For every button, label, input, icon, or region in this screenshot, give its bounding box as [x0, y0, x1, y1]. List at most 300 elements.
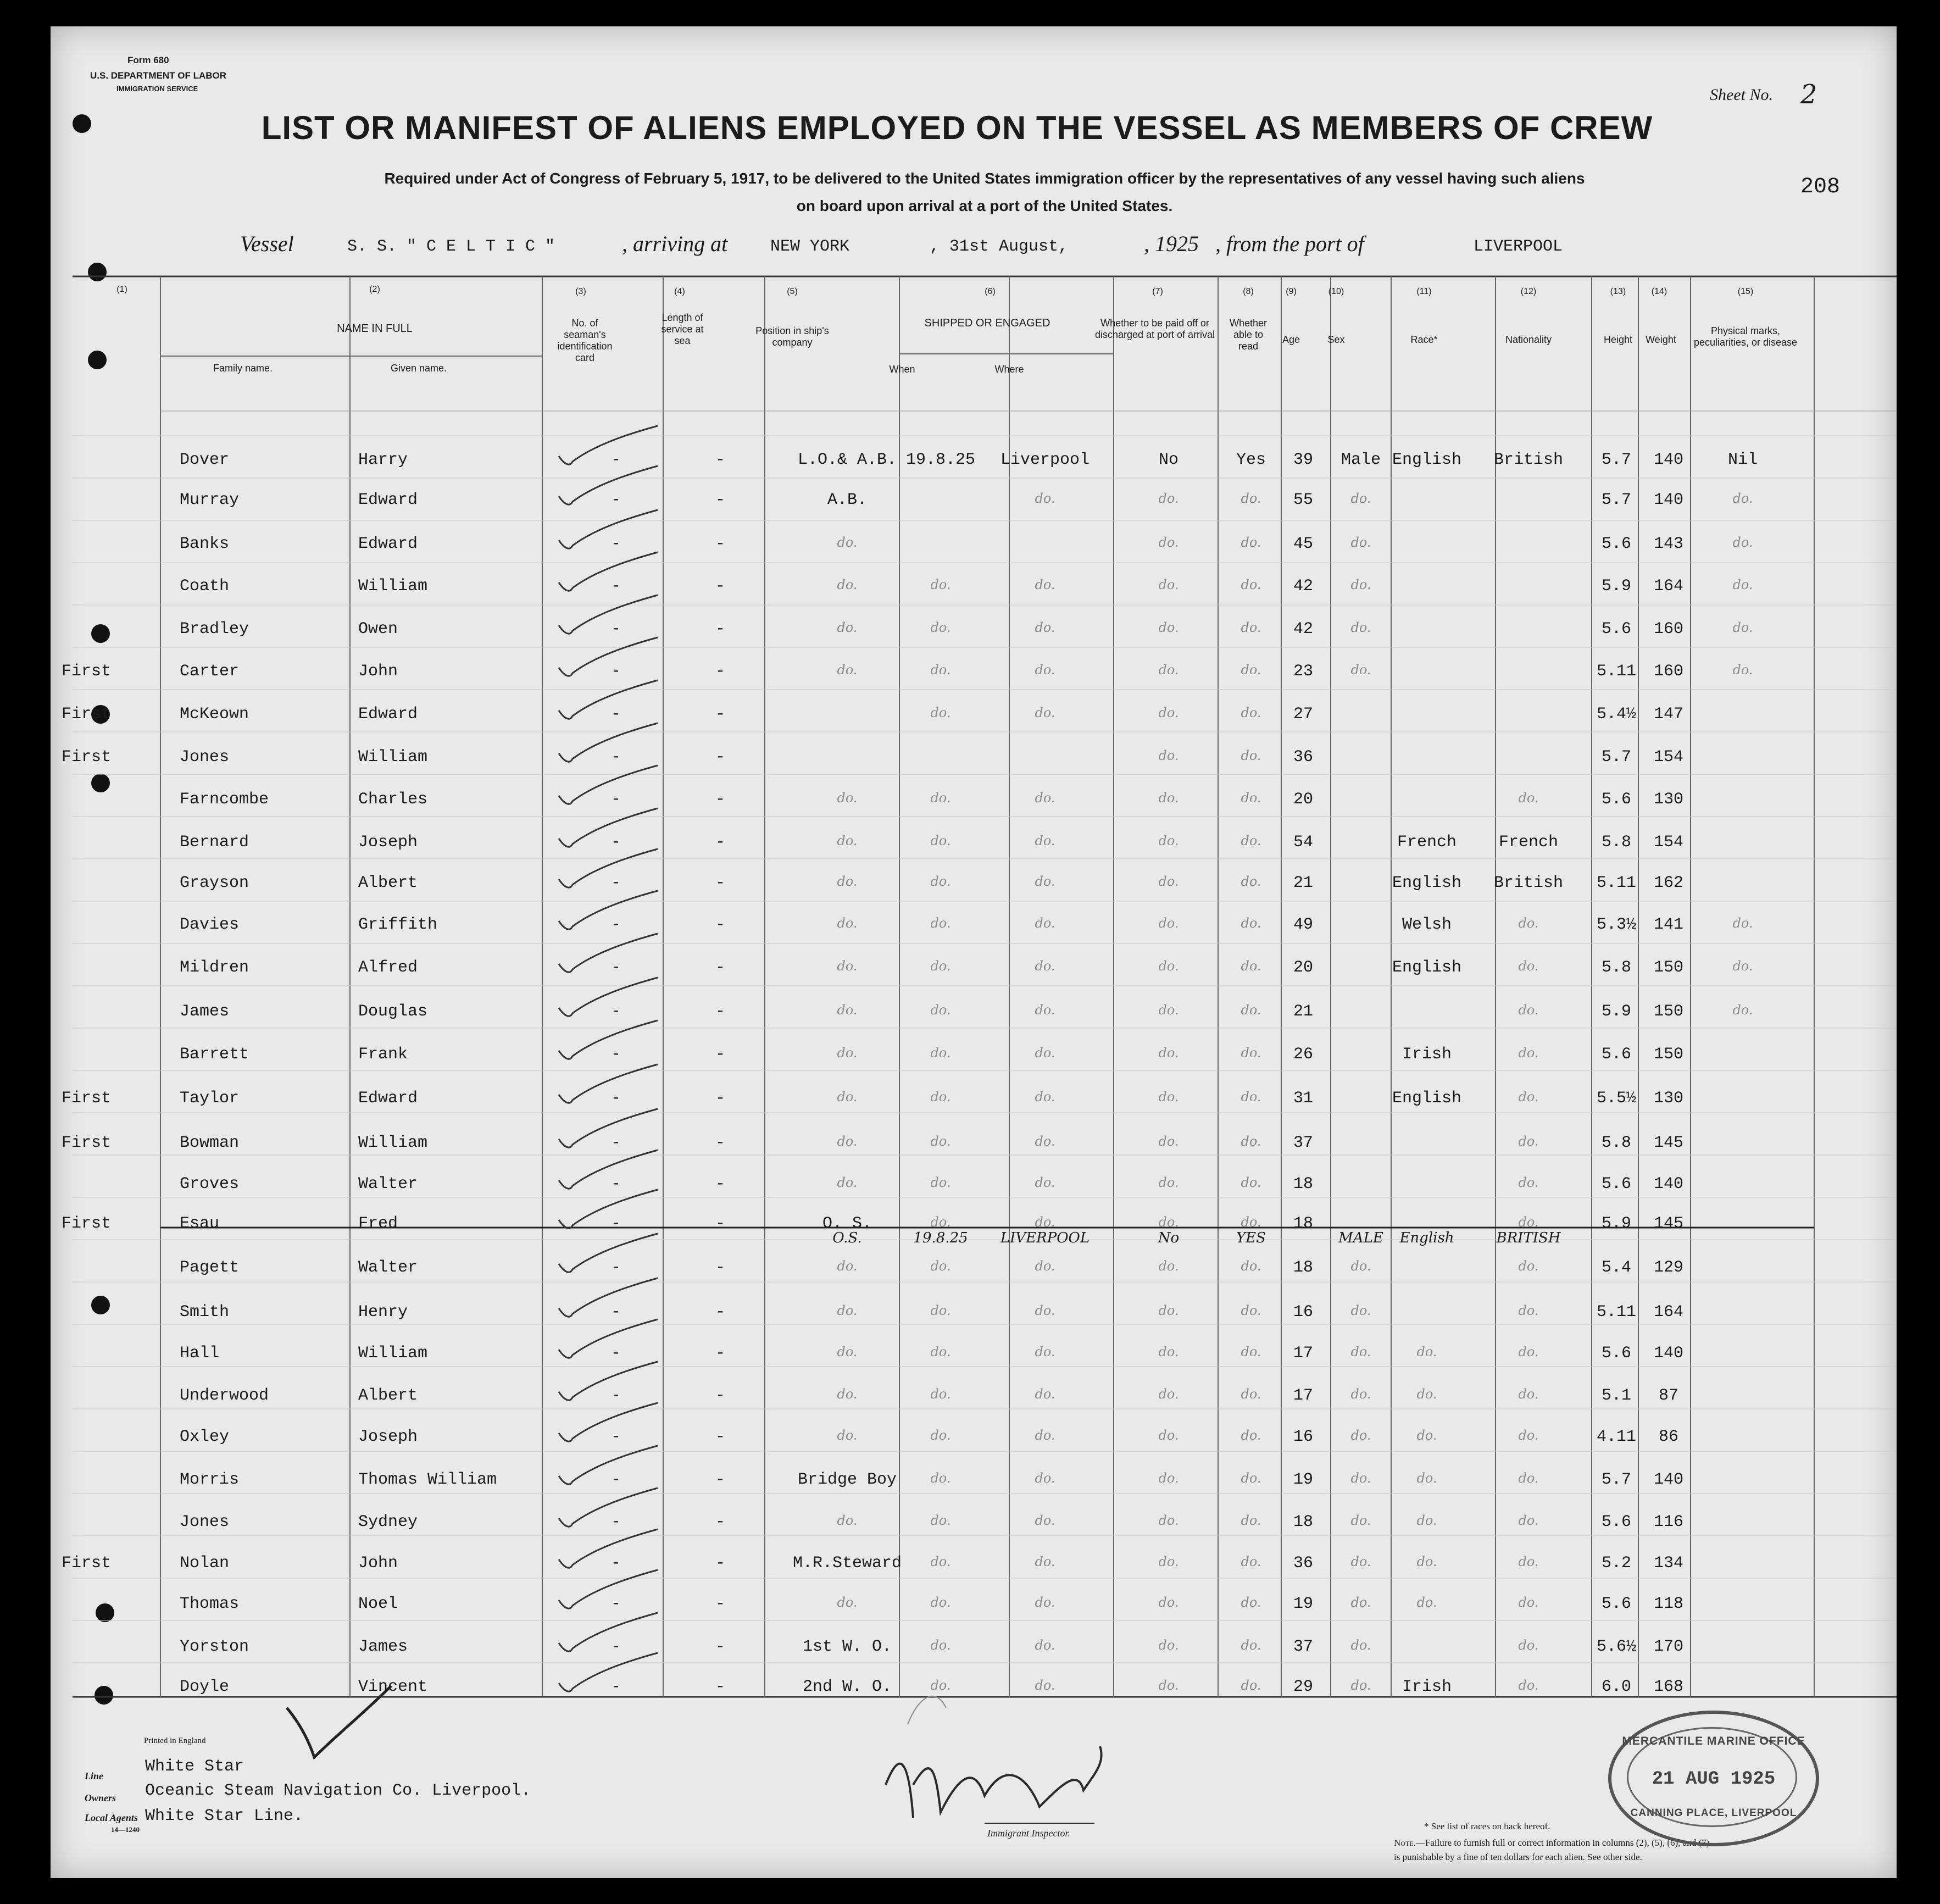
crew-margin: First [62, 662, 112, 681]
crew-weight: 141 [1653, 915, 1684, 934]
crew-position: do. [837, 1089, 858, 1104]
crew-position: do. [837, 662, 858, 678]
stamp-bottom-text: CANNING PLACE, LIVERPOOL [1630, 1807, 1797, 1819]
crew-family: Morris [180, 1470, 240, 1489]
crew-service: - [715, 1214, 726, 1233]
crew-sex: MALE [1338, 1230, 1383, 1246]
crew-height: 5.4 [1601, 1258, 1632, 1277]
crew-weight: 150 [1653, 1002, 1684, 1021]
crew-given: Walter [358, 1175, 418, 1194]
crew-height: 5.2 [1601, 1554, 1632, 1573]
crew-weight: 118 [1653, 1595, 1684, 1613]
crew-race: Welsh [1402, 915, 1452, 934]
crew-given: Thomas William [358, 1470, 497, 1489]
crew-weight: 129 [1653, 1258, 1684, 1277]
crew-when: do. [930, 833, 951, 848]
crew-card: - [611, 748, 621, 767]
crew-paid: do. [1158, 577, 1179, 592]
crew-card: - [611, 915, 621, 934]
crew-paid: do. [1158, 705, 1179, 720]
crew-read: do. [1241, 1428, 1261, 1443]
subtitle-line-2: on board upon arrival at a port of the United States. [796, 197, 1173, 214]
crew-where: do. [1035, 1214, 1055, 1230]
form-number: Form 680 [127, 55, 169, 65]
crew-card: - [611, 1386, 621, 1405]
crew-race: English [1392, 451, 1462, 469]
crew-margin: First [62, 1554, 112, 1573]
crew-paid: do. [1158, 915, 1179, 931]
crew-sex: do. [1350, 535, 1371, 550]
crew-nationality: BRITISH [1496, 1230, 1561, 1246]
crew-nationality: British [1493, 874, 1564, 892]
crew-position: do. [837, 620, 858, 635]
col-4-number: (4) [674, 287, 685, 296]
crew-given: Edward [358, 535, 418, 553]
crew-sex: do. [1350, 1637, 1371, 1653]
crew-weight: 154 [1653, 748, 1684, 767]
crew-card: - [611, 1134, 621, 1152]
crew-read: do. [1241, 1134, 1261, 1149]
crew-race: English [1392, 958, 1462, 977]
crew-given: Edward [358, 705, 418, 724]
crew-where: do. [1035, 1134, 1055, 1149]
crew-when: do. [930, 1045, 951, 1061]
crew-nationality: do. [1518, 1428, 1539, 1443]
crew-margin: First [62, 705, 112, 724]
crew-service: - [715, 1470, 726, 1489]
crew-given: Sydney [358, 1513, 418, 1531]
crew-service: - [715, 1134, 726, 1152]
crew-height: 5.4½ [1596, 705, 1637, 724]
crew-sex: do. [1350, 1303, 1371, 1318]
crew-read: do. [1241, 1344, 1261, 1359]
crew-family: Murray [180, 491, 240, 509]
crew-age: 42 [1293, 577, 1314, 596]
crew-given: Alfred [358, 958, 418, 977]
crew-where: do. [1035, 958, 1055, 974]
crew-read: do. [1241, 1175, 1261, 1190]
crew-read: do. [1241, 1214, 1261, 1230]
crew-where: do. [1035, 1089, 1055, 1104]
crew-paid: do. [1158, 1214, 1179, 1230]
crew-height: 5.9 [1601, 1002, 1632, 1021]
crew-weight: 143 [1653, 535, 1684, 553]
weight-header: Weight [1646, 334, 1676, 345]
crew-family: Nolan [180, 1554, 230, 1573]
crew-where: do. [1035, 662, 1055, 678]
col-13-number: (13) [1610, 287, 1626, 296]
crew-weight: 164 [1653, 577, 1684, 596]
crew-given: Douglas [358, 1002, 428, 1021]
crew-age: 37 [1293, 1637, 1314, 1656]
crew-family: Davies [180, 915, 240, 934]
crew-given: William [358, 1344, 428, 1363]
crew-position: do. [837, 790, 858, 806]
crew-read: Yes [1236, 451, 1266, 469]
crew-family: Jones [180, 748, 230, 767]
crew-where: do. [1035, 1470, 1055, 1486]
crew-service: - [715, 790, 726, 809]
col-12-number: (12) [1520, 287, 1537, 296]
age-header: Age [1282, 334, 1300, 345]
crew-when: do. [930, 662, 951, 678]
from-label: , from the port of [1215, 231, 1364, 256]
crew-position: L.O.& A.B. [797, 451, 897, 469]
crew-margin: First [62, 748, 112, 767]
crew-nationality: do. [1518, 915, 1539, 931]
crew-read: do. [1241, 1513, 1261, 1528]
col-14-number: (14) [1651, 287, 1667, 296]
crew-when: do. [930, 577, 951, 592]
crew-age: 29 [1293, 1678, 1314, 1696]
crew-given: Harry [358, 451, 408, 469]
crew-marks: do. [1732, 662, 1753, 678]
crew-marks: do. [1732, 535, 1753, 550]
crew-nationality: do. [1518, 1214, 1539, 1230]
crew-family: Dover [180, 451, 230, 469]
crew-when: do. [930, 790, 951, 806]
crew-family: Bradley [180, 620, 249, 639]
crew-service: - [715, 1637, 726, 1656]
vessel-name: S. S. " C E L T I C " [347, 237, 555, 256]
crew-height: 5.3½ [1596, 915, 1637, 934]
crew-race: do. [1416, 1470, 1437, 1486]
crew-where: do. [1035, 833, 1055, 848]
crew-when: do. [930, 1002, 951, 1018]
crew-race: English [1392, 874, 1462, 892]
crew-service: - [715, 662, 726, 681]
crew-age: 18 [1293, 1258, 1314, 1277]
crew-when: do. [930, 1089, 951, 1104]
crew-height: 5.6 [1601, 1595, 1632, 1613]
crew-race: Irish [1402, 1678, 1452, 1696]
crew-position: 1st W. O. [802, 1637, 892, 1656]
crew-margin: First [62, 1214, 112, 1233]
crew-family: Pagett [180, 1258, 240, 1277]
crew-nationality: do. [1518, 1089, 1539, 1104]
crew-card: - [611, 491, 621, 509]
crew-family: Coath [180, 577, 230, 596]
crew-age: 16 [1293, 1428, 1314, 1446]
crew-given: Walter [358, 1258, 418, 1277]
crew-read: do. [1241, 705, 1261, 720]
crew-race: do. [1416, 1554, 1437, 1569]
crew-marks: do. [1732, 491, 1753, 506]
crew-card: - [611, 833, 621, 852]
crew-card: - [611, 577, 621, 596]
crew-service: - [715, 1175, 726, 1194]
crew-when: do. [930, 1470, 951, 1486]
crew-position: O. S. [822, 1214, 872, 1233]
crew-sex: do. [1350, 1344, 1371, 1359]
crew-read: do. [1241, 1470, 1261, 1486]
crew-family: Carter [180, 662, 240, 681]
crew-given: William [358, 1134, 428, 1152]
vessel-label: Vessel [240, 231, 294, 256]
crew-where: do. [1035, 1344, 1055, 1359]
crew-height: 5.6 [1601, 1513, 1632, 1531]
crew-paid: No [1158, 1230, 1180, 1246]
crew-read: do. [1241, 1595, 1261, 1610]
crew-position: do. [837, 535, 858, 550]
crew-weight: 140 [1653, 1344, 1684, 1363]
crew-card: - [611, 1513, 621, 1531]
crew-service: - [715, 833, 726, 852]
crew-paid: do. [1158, 790, 1179, 806]
crew-position: do. [837, 1428, 858, 1443]
crew-paid: do. [1158, 748, 1179, 763]
paid-off-header: Whether to be paid off or discharged at port of arrival [1094, 318, 1215, 340]
crew-nationality: do. [1518, 790, 1539, 806]
crew-sex: do. [1350, 662, 1371, 678]
crew-card: - [611, 1045, 621, 1064]
crew-paid: do. [1158, 1045, 1179, 1061]
crew-paid: do. [1158, 1513, 1179, 1528]
crew-nationality: do. [1518, 1134, 1539, 1149]
crew-when: do. [930, 915, 951, 931]
handwritten-marks [51, 26, 1897, 1878]
given-name-header: Given name. [390, 363, 447, 374]
crew-race: do. [1416, 1595, 1437, 1610]
crew-age: 36 [1293, 1554, 1314, 1573]
crew-family: Groves [180, 1175, 240, 1194]
crew-family: Bowman [180, 1134, 240, 1152]
crew-paid: do. [1158, 1002, 1179, 1018]
crew-height: 5.6 [1601, 1175, 1632, 1194]
crew-paid: do. [1158, 1134, 1179, 1149]
note-label: Note. [1394, 1838, 1416, 1848]
crew-service: - [715, 1595, 726, 1613]
crew-read: do. [1241, 1678, 1261, 1693]
crew-position: 2nd W. O. [802, 1678, 892, 1696]
line-label: Line [85, 1770, 103, 1781]
crew-family: Barrett [180, 1045, 249, 1064]
crew-read: do. [1241, 620, 1261, 635]
physical-marks-header: Physical marks, peculiarities, or disease [1693, 325, 1798, 348]
crew-card: - [611, 1344, 621, 1363]
crew-height: 5.6 [1601, 535, 1632, 553]
crew-read: do. [1241, 1258, 1261, 1274]
crew-paid: do. [1158, 1303, 1179, 1318]
crew-sex: do. [1350, 1470, 1371, 1486]
height-header: Height [1603, 334, 1633, 345]
crew-age: 42 [1293, 620, 1314, 639]
crew-read: do. [1241, 833, 1261, 848]
crew-nationality: do. [1518, 958, 1539, 974]
crew-age: 27 [1293, 705, 1314, 724]
crew-height: 5.5½ [1596, 1089, 1637, 1108]
nationality-header: Nationality [1505, 334, 1552, 345]
printed-note: Printed in England [144, 1736, 206, 1745]
crew-weight: 130 [1653, 1089, 1684, 1108]
crew-position: do. [837, 915, 858, 931]
arrival-year: , 1925 [1144, 231, 1199, 256]
shipped-where-header: Where [994, 364, 1024, 375]
crew-read: do. [1241, 1045, 1261, 1061]
crew-card: - [611, 1258, 621, 1277]
crew-height: 5.8 [1601, 958, 1632, 977]
crew-given: John [358, 662, 398, 681]
crew-given: James [358, 1637, 408, 1656]
arrival-date: , 31st August, [930, 237, 1069, 256]
crew-weight: 116 [1653, 1513, 1684, 1531]
crew-where: do. [1035, 1303, 1055, 1318]
crew-where: do. [1035, 915, 1055, 931]
crew-where: do. [1035, 1428, 1055, 1443]
crew-paid: do. [1158, 1089, 1179, 1104]
crew-service: - [715, 1428, 726, 1446]
crew-height: 5.8 [1601, 1134, 1632, 1152]
service: IMMIGRATION SERVICE [116, 85, 198, 93]
crew-where: do. [1035, 491, 1055, 506]
crew-nationality: do. [1518, 1554, 1539, 1569]
col-6-number: (6) [985, 287, 996, 296]
crew-height: 5.9 [1601, 1214, 1632, 1233]
page-number: 208 [1800, 175, 1841, 199]
crew-service: - [715, 874, 726, 892]
crew-family: Grayson [180, 874, 249, 892]
crew-given: Edward [358, 1089, 418, 1108]
crew-height: 6.0 [1601, 1678, 1632, 1696]
crew-given: Albert [358, 874, 418, 892]
crew-weight: 140 [1653, 1470, 1684, 1489]
crew-sex: do. [1350, 1258, 1371, 1274]
crew-weight: 140 [1653, 1175, 1684, 1194]
crew-paid: do. [1158, 1554, 1179, 1569]
crew-age: 18 [1293, 1214, 1314, 1233]
crew-nationality: do. [1518, 1513, 1539, 1528]
stamp-date: 21 AUG 1925 [1652, 1769, 1776, 1790]
crew-position: do. [837, 1386, 858, 1402]
crew-card: - [611, 535, 621, 553]
crew-nationality: do. [1518, 1386, 1539, 1402]
crew-age: 54 [1293, 833, 1314, 852]
crew-card: - [611, 790, 621, 809]
crew-race: Irish [1402, 1045, 1452, 1064]
crew-age: 17 [1293, 1386, 1314, 1405]
crew-race: English [1399, 1230, 1454, 1246]
col-3-number: (3) [575, 287, 586, 296]
crew-service: - [715, 535, 726, 553]
crew-when: do. [930, 1344, 951, 1359]
crew-when: do. [930, 620, 951, 635]
crew-age: 26 [1293, 1045, 1314, 1064]
crew-given: Charles [358, 790, 428, 809]
crew-height: 5.7 [1601, 748, 1632, 767]
agents-label: Local Agents [85, 1812, 138, 1823]
crew-where: do. [1035, 790, 1055, 806]
crew-read: do. [1241, 748, 1261, 763]
crew-when: do. [930, 1595, 951, 1610]
crew-paid: do. [1158, 1595, 1179, 1610]
crew-age: 36 [1293, 748, 1314, 767]
crew-service: - [715, 1002, 726, 1021]
crew-family: Thomas [180, 1595, 240, 1613]
crew-sex: do. [1350, 1595, 1371, 1610]
subtitle-line-1: Required under Act of Congress of February 5, 1917, to be delivered to the United States immigration officer by the representatives of any vessel having such aliens [384, 170, 1585, 187]
crew-weight: 140 [1653, 451, 1684, 469]
crew-service: - [715, 705, 726, 724]
crew-service: - [715, 620, 726, 639]
crew-when: do. [930, 1428, 951, 1443]
crew-nationality: do. [1518, 1002, 1539, 1018]
crew-marks: Nil [1727, 451, 1758, 469]
crew-age: 20 [1293, 790, 1314, 809]
crew-height: 5.8 [1601, 833, 1632, 852]
crew-position: do. [837, 1045, 858, 1061]
crew-height: 5.7 [1601, 451, 1632, 469]
crew-when: do. [930, 1386, 951, 1402]
crew-age: 19 [1293, 1595, 1314, 1613]
crew-when: do. [930, 1637, 951, 1653]
crew-position: M.R.Steward [792, 1554, 902, 1573]
crew-sex: do. [1350, 1428, 1371, 1443]
crew-paid: do. [1158, 1386, 1179, 1402]
crew-family: Jones [180, 1513, 230, 1531]
crew-paid: do. [1158, 491, 1179, 506]
crew-height: 5.6 [1601, 1344, 1632, 1363]
crew-nationality: do. [1518, 1470, 1539, 1486]
crew-service: - [715, 1386, 726, 1405]
crew-height: 5.1 [1601, 1386, 1632, 1405]
crew-age: 18 [1293, 1513, 1314, 1531]
note-text-1: —Failure to furnish full or correct information in columns (2), (5), (6), and (7) [1415, 1838, 1710, 1848]
crew-where: do. [1035, 1175, 1055, 1190]
crew-weight: 160 [1653, 662, 1684, 681]
col-11-number: (11) [1416, 287, 1432, 296]
col-9-number: (9) [1286, 287, 1297, 296]
crew-where: do. [1035, 874, 1055, 889]
able-to-read-header: Whether able to read [1229, 318, 1268, 352]
crew-service: - [715, 577, 726, 596]
crew-service: - [715, 1344, 726, 1363]
crew-paid: do. [1158, 1175, 1179, 1190]
crew-height: 5.11 [1596, 874, 1637, 892]
crew-paid: do. [1158, 1344, 1179, 1359]
crew-weight: 130 [1653, 790, 1684, 809]
crew-read: do. [1241, 958, 1261, 974]
crew-when: do. [930, 1175, 951, 1190]
crew-given: Henry [358, 1303, 408, 1322]
crew-when: do. [930, 1258, 951, 1274]
sheet-label: Sheet No. [1710, 86, 1773, 104]
crew-read: YES [1236, 1230, 1266, 1246]
col-5-number: (5) [787, 287, 798, 296]
crew-given: William [358, 577, 428, 596]
crew-card: - [611, 705, 621, 724]
crew-card: - [611, 1595, 621, 1613]
crew-where: do. [1035, 1045, 1055, 1061]
penalty-note [1394, 1838, 1709, 1849]
crew-weight: 160 [1653, 620, 1684, 639]
crew-family: Banks [180, 535, 230, 553]
crew-nationality: British [1493, 451, 1564, 469]
crew-weight: 168 [1653, 1678, 1684, 1696]
crew-nationality: do. [1518, 1045, 1539, 1061]
crew-marks: do. [1732, 1002, 1753, 1018]
crew-given: Edward [358, 491, 418, 509]
crew-paid: do. [1158, 874, 1179, 889]
crew-given: Frank [358, 1045, 408, 1064]
crew-read: do. [1241, 535, 1261, 550]
line-value: White Star [145, 1757, 244, 1776]
inspector-signature [886, 1746, 1102, 1818]
crew-age: 20 [1293, 958, 1314, 977]
crew-weight: 164 [1653, 1303, 1684, 1322]
crew-family: Esau [180, 1214, 220, 1233]
crew-position: do. [837, 1303, 858, 1318]
shipped-engaged-header: SHIPPED OR ENGAGED [924, 317, 1050, 329]
